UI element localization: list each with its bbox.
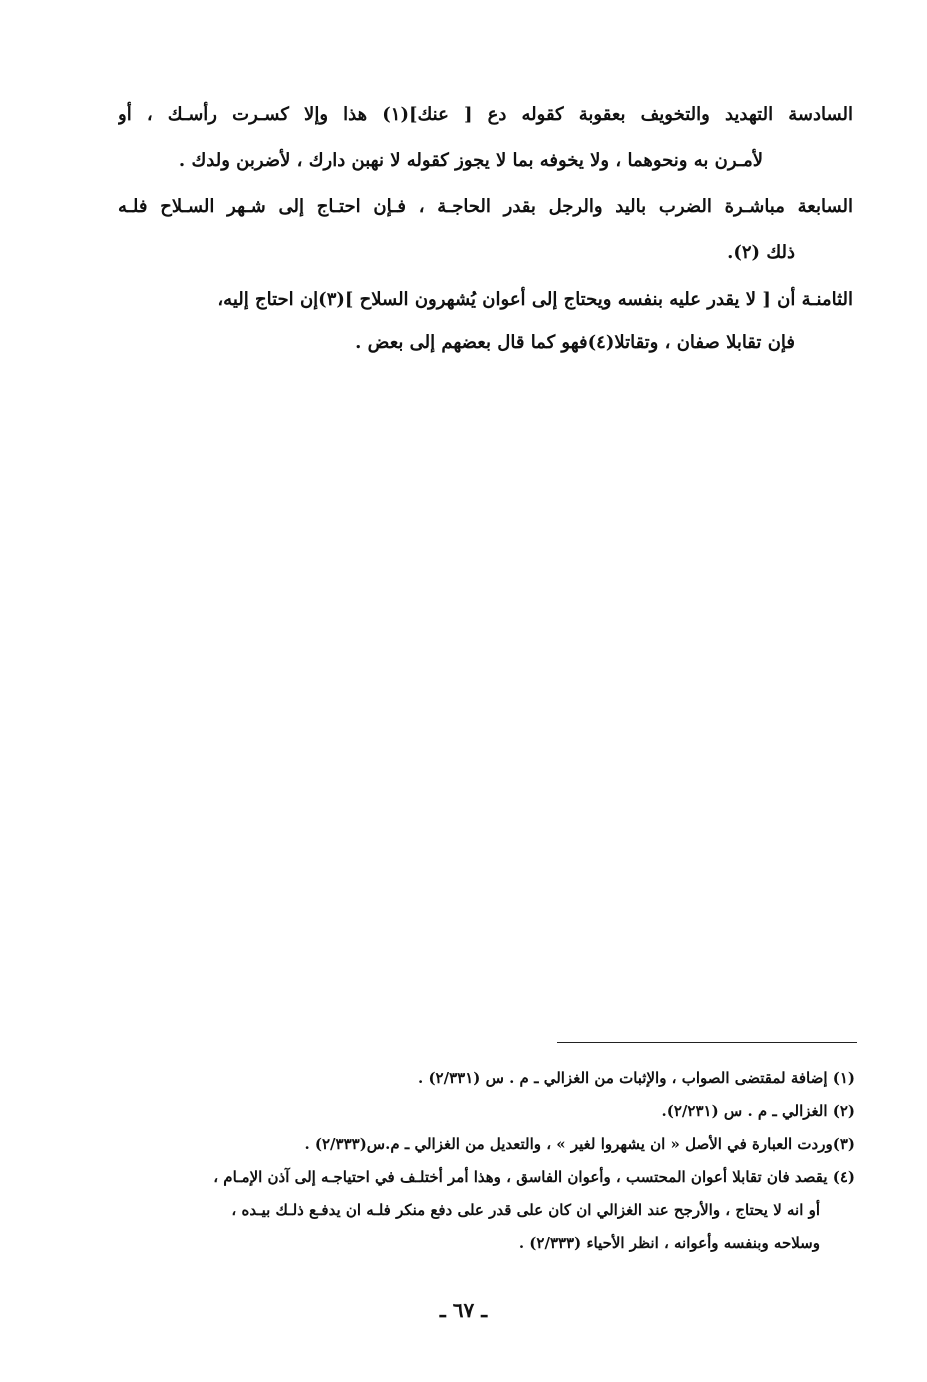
- footnote-4-cont-1: أو انه لا يحتاج ، والأرجح عند الغزالي ان كان على قدر على دفع منكر فلـه ان يدفـع ذلـك بيـده ،: [231, 1201, 820, 1219]
- text-line-sixth: السادسة التهديد والتخويف بعقوبة كقوله دع [ عنك](١) هذا وإلا كسـرت رأسـك ، أو: [118, 104, 853, 125]
- footnote-4-cont-2: وسلاحه وبنفسه وأعوانه ، انظر الأحياء (٢/٣٣٣) .: [518, 1234, 820, 1252]
- footnote-4: (٤) يقصد فان تقابلا أعوان المحتسب ، وأعوان الفاسق ، وهذا أمر أختلـف في احتياجـه إلى آذن الإمـام ،: [213, 1168, 855, 1186]
- footnote-separator: [557, 1042, 857, 1043]
- text-line-eighth: الثامنـة أن [ لا يقدر عليه بنفسه ويحتاج إلى أعوان يُشهرون السلاح ](٣)إن احتاج إليه،: [217, 289, 853, 310]
- footnote-2: (٢) الغزالي ـ م . س (٢/٢٣١).: [661, 1102, 855, 1120]
- text-line-sixth-cont: لأمـرن به ونحوهما ، ولا يخوفه بما لا يجوز كقوله لا نهبن دارك ، لأضربن ولدك .: [178, 150, 763, 171]
- text-line-eighth-cont: فإن تقابلا صفان ، وتقاتلا(٤)فهو كما قال بعضهم إلى بعض .: [355, 332, 795, 353]
- page-number: ـ ٦٧ ـ: [439, 1298, 488, 1322]
- text-line-seventh-cont: ذلك (٢).: [727, 242, 795, 263]
- main-text: [118, 92, 853, 366]
- footnote-1: (١) إضافة لمقتضى الصواب ، والإثبات من الغزالي ـ م . س (٢/٣٣١) .: [418, 1069, 855, 1087]
- footnotes: [110, 1062, 855, 1260]
- text-line-seventh: السابعة مباشـرة الضرب باليد والرجل بقدر الحاجـة ، فـإن احتـاج إلى شـهر السـلاح فلـه: [118, 196, 853, 217]
- footnote-3: (٣)وردت العبارة في الأصل « ان يشهروا لغير » ، والتعديل من الغزالي ـ م.س(٢/٣٣٣) .: [304, 1135, 855, 1153]
